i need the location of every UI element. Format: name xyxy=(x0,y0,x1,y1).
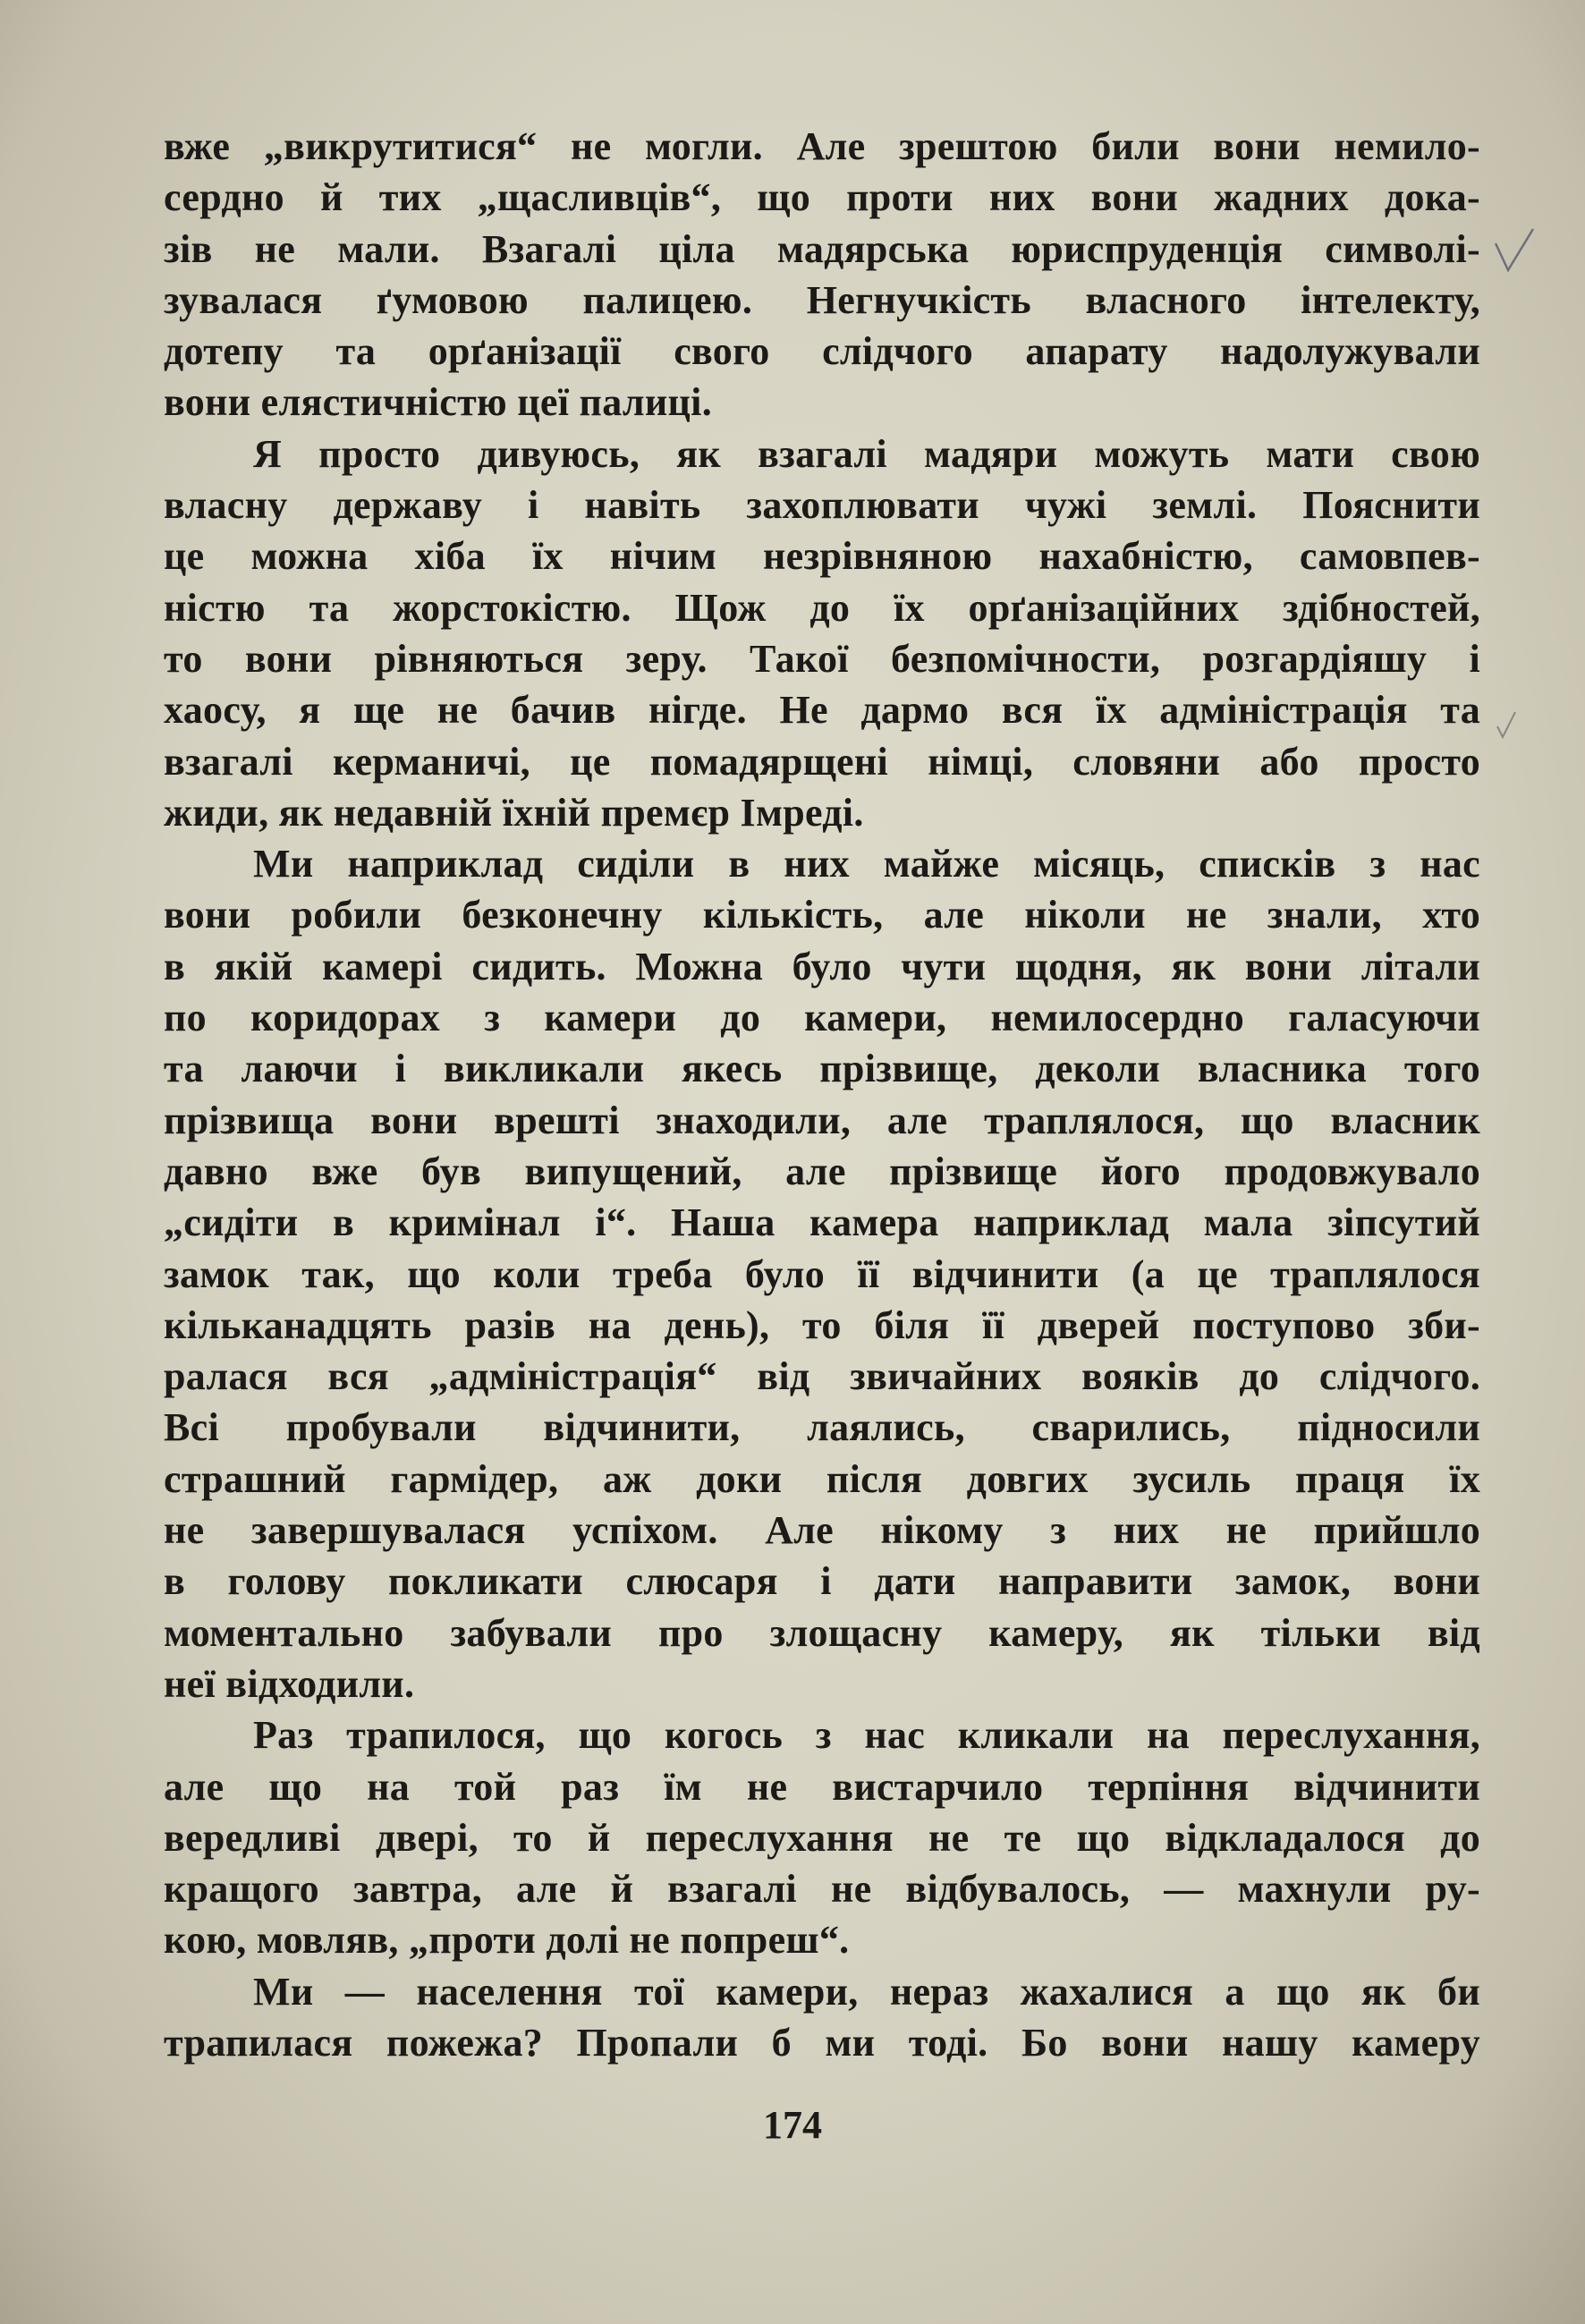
text-line: давно вже був випущений, але прізвище його продовжувало xyxy=(164,1149,1480,1193)
text-line: не завершувалася успіхом. Але нікому з них не прийшло xyxy=(164,1508,1480,1553)
text-line: але що на той раз їм не вистарчило терпіння відчинити xyxy=(164,1764,1480,1809)
text-line: жиди, як недавній їхній премєр Імреді. xyxy=(164,790,864,835)
text-line: власну державу і навіть захоплювати чужі землі. Пояснити xyxy=(164,483,1480,528)
text-line: сердно й тих „щасливців“, що проти них вони жадних дока- xyxy=(164,175,1480,220)
text-line: трапилася пожежа? Пропали б ми тоді. Бо вони нашу камеру xyxy=(164,2020,1480,2065)
text-line: „сидіти в кримінал і“. Наша камера наприклад мала зіпсутий xyxy=(164,1200,1480,1245)
text-line: замок так, що коли треба було її відчинити (а це траплялося xyxy=(164,1251,1480,1296)
text-line: вони елястичністю цеї палиці. xyxy=(164,380,712,425)
text-line: це можна хіба їх нічим незрівняною нахабністю, самовпев- xyxy=(164,534,1480,579)
text-line: зів не мали. Взагалі ціла мадярська юриспруденція символі- xyxy=(164,226,1480,271)
text-line: вже „викрутитися“ не могли. Але зрештою били вони немило- xyxy=(164,124,1480,168)
tick-mark-icon xyxy=(1494,707,1521,742)
text-line: Ми наприклад сиділи в них майже місяць, списків з нас xyxy=(253,842,1480,886)
text-line: в голову покликати слюсаря і дати направити замок, вони xyxy=(164,1559,1480,1604)
text-line: дотепу та орґанізації свого слідчого апарату надолужували xyxy=(164,329,1480,374)
text-line: в якій камері сидить. Можна було чути щодня, як вони літали xyxy=(164,944,1480,988)
text-line: взагалі керманичі, це помадярщені німці, словяни або просто xyxy=(164,739,1480,784)
paragraph xyxy=(164,428,1480,838)
text-line: ністю та жорстокістю. Щож до їх орґанізаційних здібностей, xyxy=(164,585,1480,630)
text-line: то вони рівняються зеру. Такої безпомічности, розгардіяшу і xyxy=(164,636,1480,681)
text-line: по коридорах з камери до камери, немилосердно галасуючи xyxy=(164,996,1480,1040)
text-line: Ми — населення тої камери, нераз жахалися а що як би xyxy=(253,1969,1480,2014)
text-line: кільканадцять разів на день), то біля її дверей поступово зби- xyxy=(164,1302,1480,1347)
text-line: неї відходили. xyxy=(164,1661,415,1706)
text-line: Я просто дивуюсь, як взагалі мадяри можуть мати свою xyxy=(253,431,1480,476)
text-line: вередливі двері, то й переслухання не те що відкладалося до xyxy=(164,1815,1480,1860)
text-line: кою, мовляв, „проти долі не попреш“. xyxy=(164,1918,850,1963)
text-line: кращого завтра, але й взагалі не відбувалось, — махнули ру- xyxy=(164,1867,1480,1912)
paragraph xyxy=(164,1966,1480,2069)
text-line: вони робили безконечну кількість, але ніколи не знали, хто xyxy=(164,893,1480,937)
page-number: 174 xyxy=(763,2103,822,2147)
paragraph xyxy=(164,838,1480,1709)
text-line: Раз трапилося, що когось з нас кликали на переслухання, xyxy=(253,1713,1480,1758)
text-line: Всі пробували відчинити, лаялись, сварились, підносили xyxy=(164,1405,1480,1450)
body-text xyxy=(164,121,1480,2068)
text-line: прізвища вони врешті знаходили, але траплялося, що власник xyxy=(164,1098,1480,1142)
text-line: та лаючи і викликали якесь прізвище, деколи власника того xyxy=(164,1047,1480,1091)
paragraph xyxy=(164,1709,1480,1965)
text-line: хаосу, я ще не бачив нігде. Не дармо вся їх адміністрація та xyxy=(164,688,1480,733)
paragraph xyxy=(164,121,1480,428)
checkmark-icon xyxy=(1492,224,1537,286)
text-line: моментально забували про злощасну камеру, як тільки від xyxy=(164,1610,1480,1655)
text-line: зувалася ґумовою палицею. Негнучкість власного інтелекту, xyxy=(164,277,1480,322)
text-line: страшний гармідер, аж доки після довгих зусиль праця їх xyxy=(164,1456,1480,1501)
text-line: ралася вся „адміністрація“ від звичайних вояків до слідчого. xyxy=(164,1354,1480,1399)
